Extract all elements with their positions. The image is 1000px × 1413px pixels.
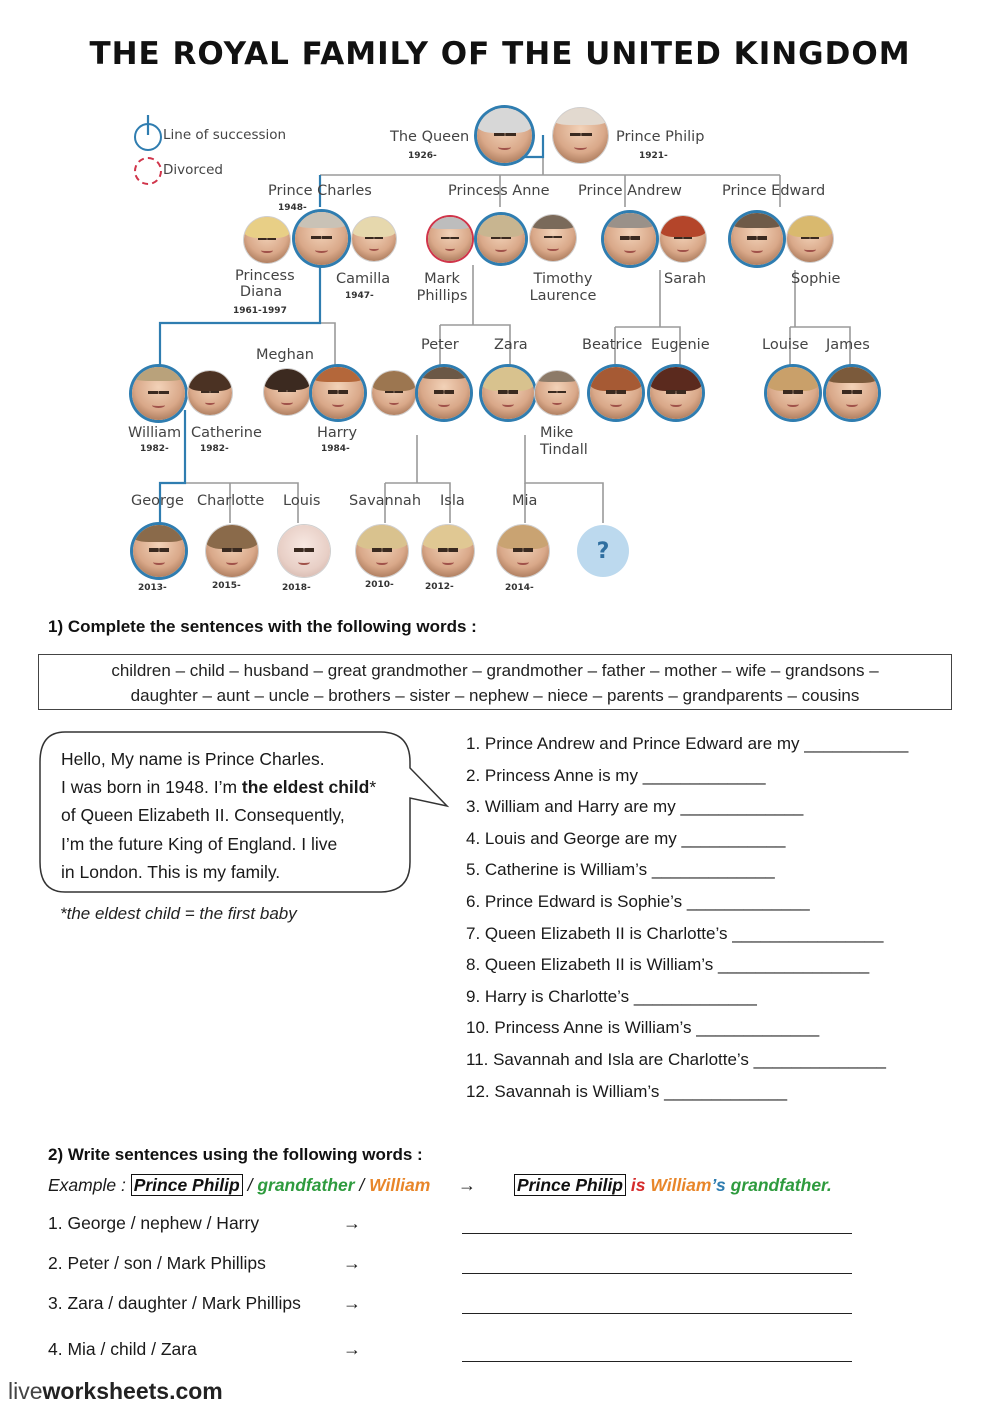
footnote: *the eldest child = the first baby — [60, 904, 297, 923]
meghan-label: Meghan — [256, 347, 314, 363]
edward-portrait — [731, 213, 783, 265]
andrew-portrait — [604, 213, 656, 265]
eugenie-label: Eugenie — [651, 337, 710, 353]
louise-label: Louise — [762, 337, 809, 353]
eugenie-portrait — [650, 367, 702, 419]
arrow-icon: → — [343, 1253, 361, 1273]
queen-year: 1926- — [408, 151, 437, 161]
peter-wife-portrait — [372, 371, 416, 415]
mark-label: Mark Phillips — [416, 271, 468, 304]
diana-label: Princess Diana — [235, 268, 295, 300]
answer-blank-12[interactable]: _____________ — [664, 1081, 788, 1101]
william-year: 1982- — [140, 444, 169, 454]
answer-line-2[interactable] — [462, 1255, 852, 1274]
meghan-portrait — [264, 369, 310, 415]
peter-label: Peter — [421, 337, 459, 353]
zara-label: Zara — [494, 337, 528, 353]
answer-line-3[interactable] — [462, 1295, 852, 1314]
james-portrait — [826, 367, 878, 419]
question-10: 10. Princess Anne is William’s _____________ — [466, 1018, 820, 1038]
sarah-portrait — [660, 216, 706, 262]
question-9: 9. Harry is Charlotte’s _____________ — [466, 986, 757, 1006]
sentence-item-1: 1. George / nephew / Harry — [48, 1213, 260, 1233]
philip-year: 1921- — [639, 151, 668, 161]
succession-legend-icon — [134, 123, 162, 151]
mike-label: Mike Tindall — [540, 425, 588, 458]
example-word-a: Prince Philip — [131, 1174, 243, 1196]
sarah-label: Sarah — [664, 271, 707, 287]
james-label: James — [826, 337, 870, 353]
charlotte-year: 2015- — [212, 581, 241, 591]
answer-line-1[interactable] — [462, 1215, 852, 1234]
mike-portrait — [535, 371, 579, 415]
answer-blank-10[interactable]: _____________ — [696, 1018, 820, 1038]
arrow-icon: → — [343, 1293, 361, 1313]
mia-portrait — [497, 525, 549, 577]
mia-year: 2014- — [505, 583, 534, 593]
mark-portrait — [428, 217, 472, 261]
louis-year: 2018- — [282, 583, 311, 593]
timothy-label: Timothy Laurence — [529, 271, 597, 304]
george-year: 2013- — [138, 583, 167, 593]
camilla-portrait — [352, 217, 396, 261]
isla-year: 2012- — [425, 582, 454, 592]
unknown-child: ? — [577, 525, 629, 577]
isla-portrait — [422, 525, 474, 577]
divorced-legend-icon — [134, 157, 162, 185]
philip-label: Prince Philip — [616, 129, 705, 145]
liveworksheets-logo: liveworksheets.com — [8, 1378, 223, 1404]
william-portrait — [132, 367, 185, 420]
george-portrait — [133, 525, 185, 577]
charlotte-label: Charlotte — [197, 493, 265, 509]
question-7: 7. Queen Elizabeth II is Charlotte’s ________________ — [466, 923, 884, 943]
george-label: George — [131, 493, 184, 509]
catherine-label: Catherine — [191, 425, 262, 441]
savannah-year: 2010- — [365, 580, 394, 590]
answer-blank-3[interactable]: _____________ — [680, 797, 804, 817]
diana-portrait — [244, 217, 290, 263]
question-11: 11. Savannah and Isla are Charlotte’s ______________ — [466, 1049, 886, 1069]
harry-portrait — [312, 367, 364, 419]
answer-blank-2[interactable]: _____________ — [642, 765, 766, 785]
zara-portrait — [482, 367, 534, 419]
legend-divorced: Divorced — [163, 162, 223, 178]
question-list — [466, 731, 986, 1110]
charlotte-portrait — [206, 525, 258, 577]
edward-label: Prince Edward — [722, 183, 826, 199]
anne-label: Princess Anne — [448, 183, 550, 199]
louise-portrait — [767, 367, 819, 419]
page-title: THE ROYAL FAMILY OF THE UNITED KINGDOM — [89, 36, 911, 72]
sophie-portrait — [787, 216, 833, 262]
speech-bubble-text: Hello, My name is Prince Charles. I was born in 1948. I’m the eldest child* of Queen Elizabeth II. Consequently, I’m the future King of England. I live in London. This is my family. — [61, 749, 377, 882]
beatrice-label: Beatrice — [582, 337, 643, 353]
andrew-label: Prince Andrew — [578, 183, 682, 199]
word-bank-line1: children – child – husband – great grandmother – grandmother – father – mother – wife – grandsons – — [111, 661, 879, 680]
catherine-portrait — [188, 371, 232, 415]
question-1: 1. Prince Andrew and Prince Edward are my ___________ — [466, 734, 909, 753]
answer-blank-4[interactable]: ___________ — [681, 828, 786, 848]
question-3: 3. William and Harry are my _____________ — [466, 797, 804, 817]
answer-line-4[interactable] — [462, 1343, 852, 1362]
anne-portrait — [477, 215, 525, 263]
exercise1-heading: 1) Complete the sentences with the following words : — [48, 617, 477, 636]
philip-portrait — [553, 108, 608, 163]
harry-label: Harry — [317, 425, 358, 441]
sentence-item-2: 2. Peter / son / Mark Phillips — [48, 1253, 266, 1273]
answer-blank-1[interactable]: ___________ — [804, 734, 909, 753]
word-bank — [38, 654, 952, 710]
answer-blank-11[interactable]: ______________ — [753, 1049, 886, 1069]
timothy-portrait — [530, 215, 576, 261]
sentence-item-4: 4. Mia / child / Zara — [48, 1339, 197, 1359]
word-bank-line2: daughter – aunt – uncle – brothers – sister – nephew – niece – parents – grandparents – cousins — [130, 686, 860, 705]
answer-blank-9[interactable]: _____________ — [633, 986, 757, 1006]
example-word-b: grandfather — [257, 1175, 355, 1195]
beatrice-portrait — [590, 367, 642, 419]
example-answer: Prince Philip is William’s grandfather. — [514, 1175, 832, 1196]
charles-label: Prince Charles — [268, 183, 372, 199]
arrow-icon: → — [343, 1213, 361, 1233]
harry-year: 1984- — [321, 444, 350, 454]
question-8: 8. Queen Elizabeth II is William’s ________________ — [466, 955, 870, 975]
queen-label: The Queen — [390, 129, 470, 145]
queen-portrait — [477, 108, 532, 163]
savannah-portrait — [356, 525, 408, 577]
question-12: 12. Savannah is William’s _____________ — [466, 1081, 788, 1101]
example-row: Example : Prince Philip / grandfather / William — [48, 1175, 431, 1195]
example-label: Example : — [48, 1175, 126, 1195]
savannah-label: Savannah — [349, 493, 422, 509]
mia-label: Mia — [512, 493, 538, 509]
catherine-year: 1982- — [200, 444, 229, 454]
answer-blank-6[interactable]: _____________ — [686, 891, 810, 911]
charles-portrait — [295, 212, 348, 265]
answer-blank-7[interactable]: ________________ — [732, 923, 884, 943]
arrow-icon: → — [343, 1339, 361, 1359]
legend-succession: Line of succession — [163, 127, 287, 143]
answer-blank-8[interactable]: ________________ — [717, 955, 870, 975]
charles-year: 1948- — [278, 203, 307, 213]
isla-label: Isla — [440, 493, 465, 509]
louis-portrait — [278, 525, 330, 577]
answer-blank-5[interactable]: _____________ — [651, 860, 775, 880]
diana-year: 1961-1997 — [233, 306, 287, 316]
sophie-label: Sophie — [791, 271, 841, 287]
camilla-year: 1947- — [345, 291, 374, 301]
william-label: William — [128, 425, 182, 441]
example-arrow: → — [458, 1175, 476, 1195]
example-word-c: William — [369, 1175, 431, 1195]
question-2: 2. Princess Anne is my _____________ — [466, 765, 766, 785]
sentence-item-3: 3. Zara / daughter / Mark Phillips — [48, 1293, 301, 1313]
question-5: 5. Catherine is William’s _____________ — [466, 860, 775, 880]
question-4: 4. Louis and George are my ___________ — [466, 828, 786, 848]
family-tree — [0, 95, 1000, 605]
camilla-label: Camilla — [336, 271, 391, 287]
exercise2-heading: 2) Write sentences using the following words : — [48, 1145, 423, 1164]
question-6: 6. Prince Edward is Sophie’s _____________ — [466, 891, 810, 911]
peter-portrait — [418, 367, 470, 419]
louis-label: Louis — [283, 493, 321, 509]
